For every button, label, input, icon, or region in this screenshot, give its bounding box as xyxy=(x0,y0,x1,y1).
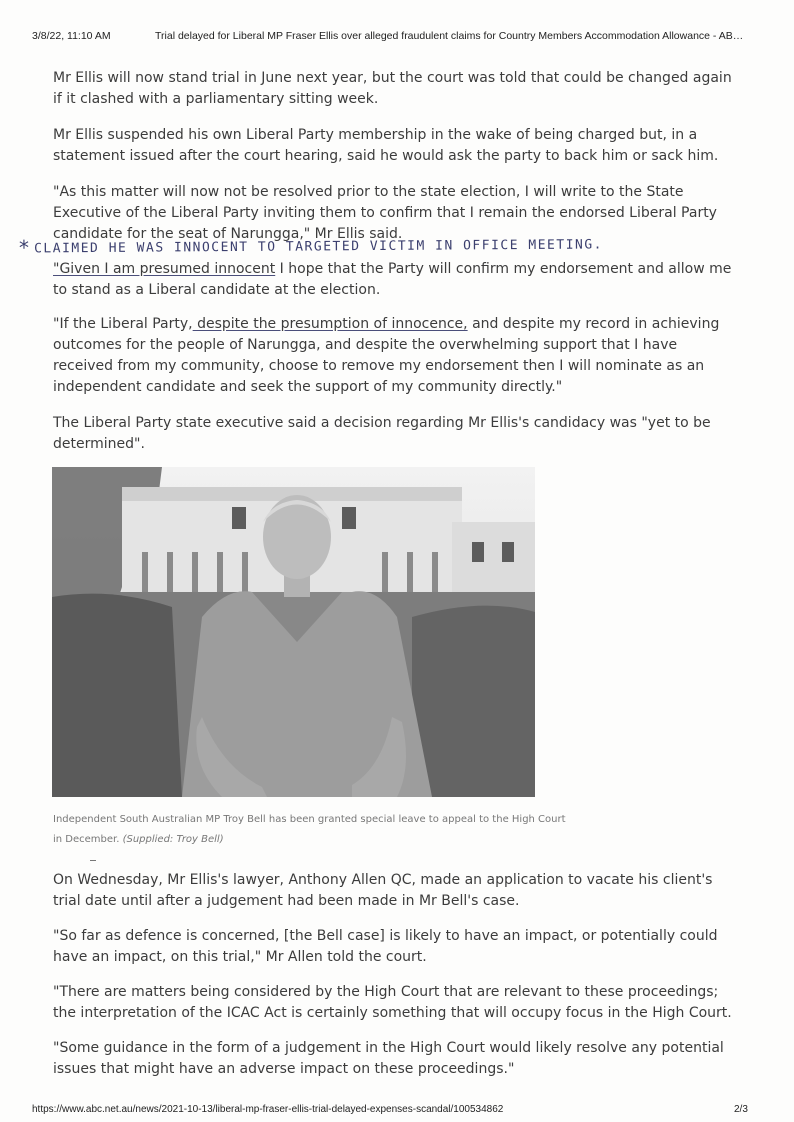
article-paragraph: Mr Ellis suspended his own Liberal Party membership in the wake of being charged but, in a statement issued after the court hearing, said he would ask the party to back him or sack him. xyxy=(53,127,719,164)
handwritten-annotation xyxy=(18,230,738,259)
article-paragraph: The Liberal Party state executive said a decision regarding Mr Ellis's candidacy was "yet to be determined". xyxy=(53,415,711,452)
caption-credit: (Supplied: Troy Bell) xyxy=(122,834,224,845)
article-paragraph xyxy=(53,259,733,301)
stray-pen-mark xyxy=(90,860,96,861)
print-page-title: Trial delayed for Liberal MP Fraser Ellis over alleged fraudulent claims for Country Members Accommodation Allowance - AB… xyxy=(155,30,744,42)
article-paragraph: "There are matters being considered by the High Court that are relevant to these proceedings; the interpretation of the ICAC Act is certainly something that will occupy focus in the High Court. xyxy=(53,984,732,1021)
underlined-phrase: despite the presumption of innocence, xyxy=(192,316,468,332)
article-photo xyxy=(52,467,535,797)
handwritten-note: CLAIMED HE WAS INNOCENT TO TARGETED VICTIM IN OFFICE MEETING. xyxy=(34,237,604,257)
photo-caption xyxy=(53,810,573,850)
asterisk-mark: * xyxy=(17,235,31,260)
article-paragraph: On Wednesday, Mr Ellis's lawyer, Anthony Allen QC, made an application to vacate his client's trial date until after a judgement had been made in Mr Bell's case. xyxy=(53,872,713,909)
print-date: 3/8/22, 11:10 AM xyxy=(32,30,111,42)
article-paragraph: "So far as defence is concerned, [the Bell case] is likely to have an impact, or potentially could have an impact, on this trial," Mr Allen told the court. xyxy=(53,928,718,965)
caption-text: Independent South Australian MP Troy Bell has been granted special leave to appeal to the High Court in December. xyxy=(53,814,566,845)
article-paragraph: "Some guidance in the form of a judgement in the High Court would likely resolve any potential issues that might have an adverse impact on these proceedings." xyxy=(53,1040,724,1077)
page-number: 2/3 xyxy=(734,1104,748,1115)
article-paragraph: "As this matter will now not be resolved prior to the state election, I will write to the State Executive of the Liberal Party inviting them to confirm that I remain the endorsed Liberal Party candidate for the seat of Narungga," Mr Ellis said. xyxy=(53,184,717,242)
photo-troy-bell xyxy=(52,467,535,797)
quote-continuation: I hope that the Party will confirm my endorsement and allow me to stand as a Liberal candidate at the election. xyxy=(53,261,732,298)
print-url: https://www.abc.net.au/news/2021-10-13/liberal-mp-fraser-ellis-trial-delayed-expenses-scandal/100534862 xyxy=(32,1104,504,1115)
quote-start: "If the Liberal Party, xyxy=(53,316,193,332)
quote-continuation: and despite my record in achieving outcomes for the people of Narungga, and despite the overwhelming support that I have received from my community, choose to remove my endorsement then I will nominate as an independent candidate and seek the support of my community directly." xyxy=(53,316,720,395)
underlined-quote: "Given I am presumed innocent xyxy=(53,261,276,277)
article-paragraph: Mr Ellis will now stand trial in June next year, but the court was told that could be changed again if it clashed with a parliamentary sitting week. xyxy=(53,70,732,107)
article-paragraph xyxy=(53,314,733,398)
